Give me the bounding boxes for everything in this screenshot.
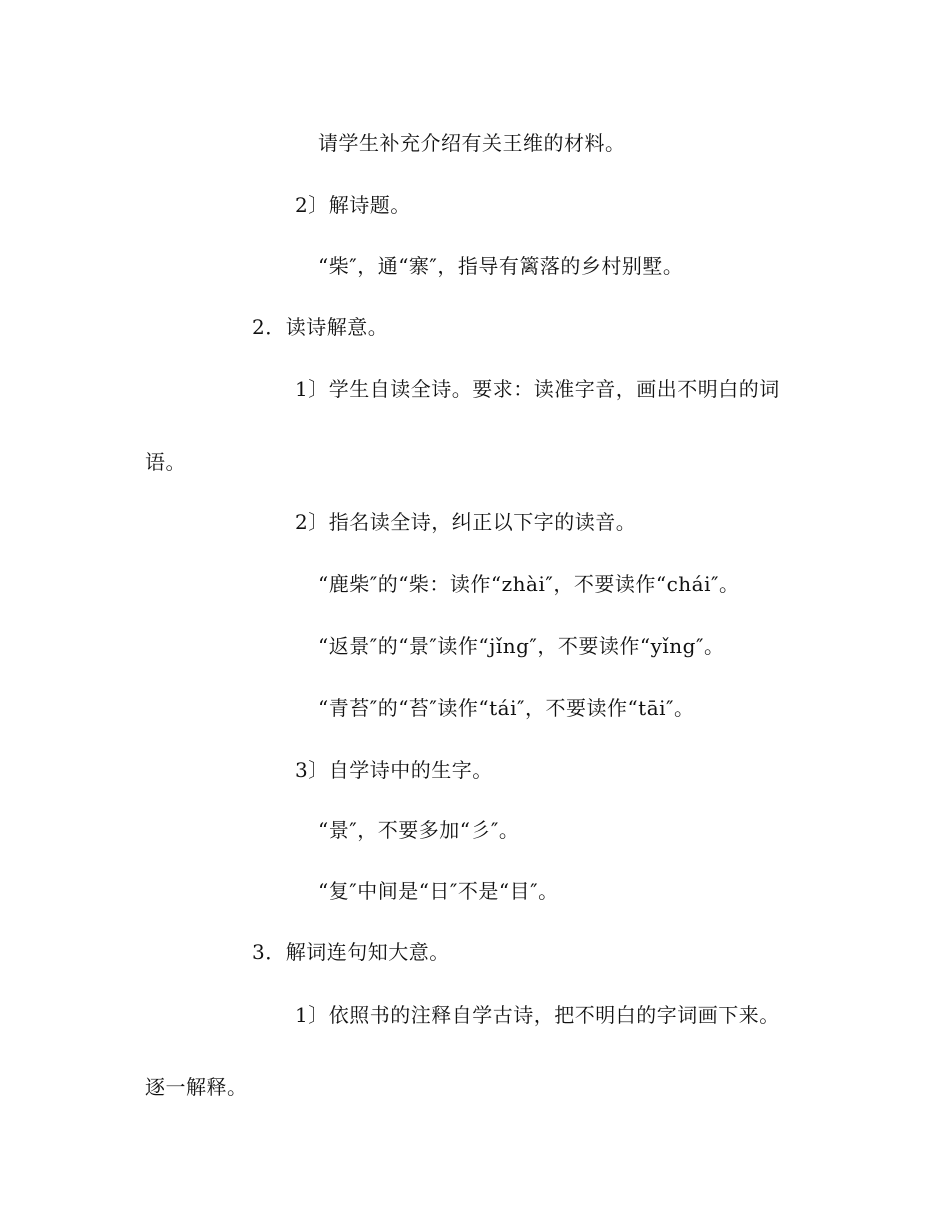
text-line: 3．解词连句知大意。 [252, 940, 450, 964]
text-line: 2〕指名读全诗，纠正以下字的读音。 [295, 510, 637, 534]
text-line: 请学生补充介绍有关王维的材料。 [318, 131, 626, 155]
text-line: 3〕自学诗中的生字。 [295, 758, 493, 782]
text-line: 1〕学生自读全诗。要求：读准字音，画出不明白的词 [295, 377, 780, 401]
text-line: “青苔″的“苔″读作“tái″，不要读作“tāi″。 [318, 696, 695, 720]
text-line: “鹿柴″的“柴：读作“zhài″，不要读作“chái″。 [318, 572, 740, 596]
text-line: 2〕解诗题。 [295, 193, 411, 217]
text-line: “返景″的“景″读作“jǐng″，不要读作“yǐng″。 [318, 634, 725, 658]
text-line: 1〕依照书的注释自学古诗，把不明白的字词画下来。 [295, 1003, 780, 1027]
text-line: 逐一解释。 [145, 1075, 248, 1099]
text-line: 语。 [145, 450, 186, 474]
text-line: 2．读诗解意。 [252, 315, 389, 339]
text-line: “复″中间是“日″不是“目″。 [318, 879, 559, 903]
text-line: “柴″，通“寨″，指导有篱落的乡村别墅。 [318, 254, 684, 278]
text-line: “景″，不要多加“彡″。 [318, 818, 520, 842]
